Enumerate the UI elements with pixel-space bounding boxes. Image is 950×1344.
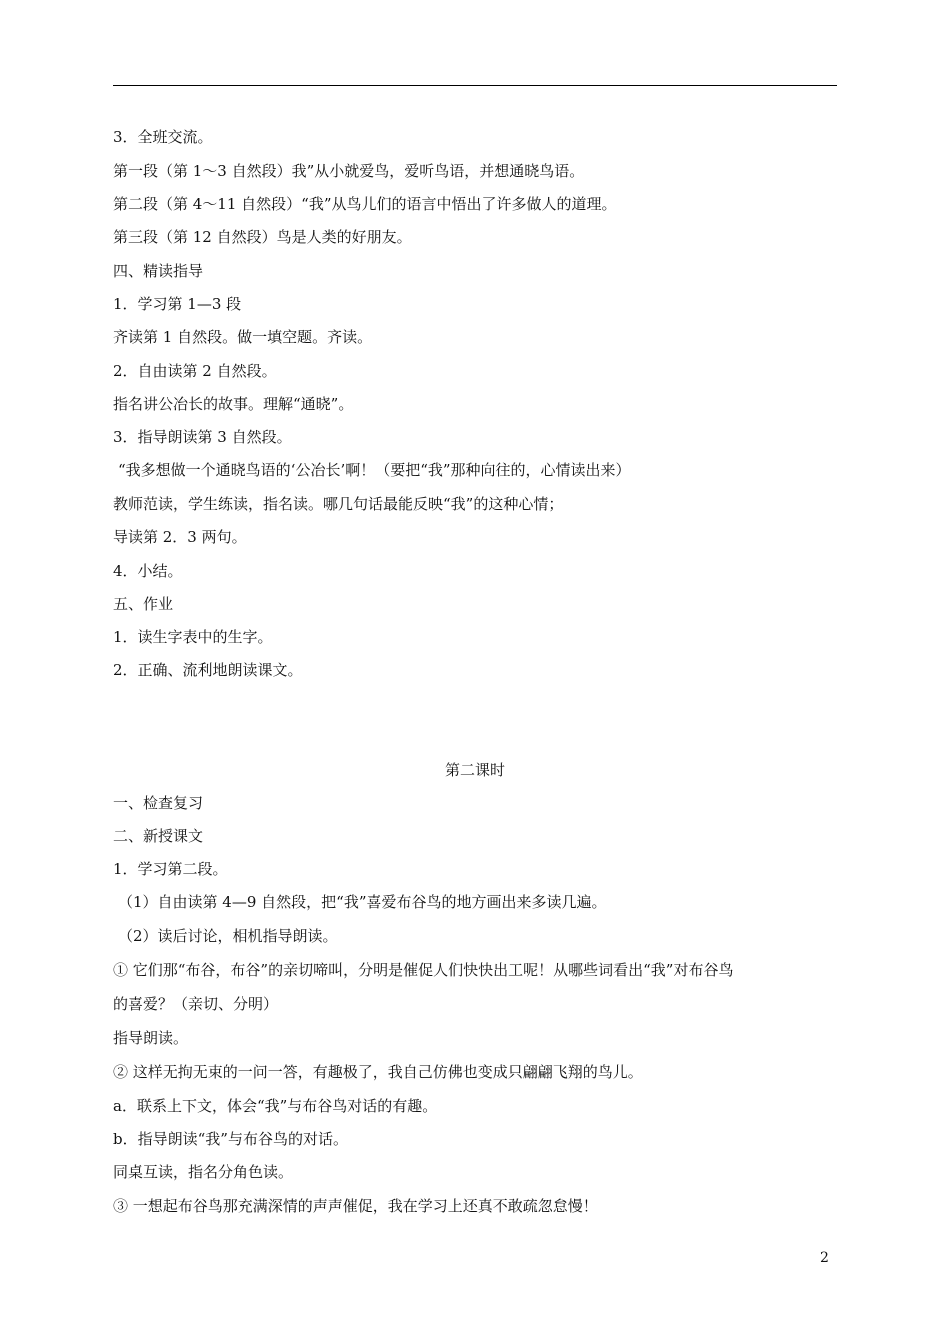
paragraph-line: 3．指导朗读第 3 自然段。 [113,428,292,446]
paragraph-line: “我多想做一个通晓鸟语的‘公冶长’啊！（要把“我”那种向往的，心情读出来） [118,461,631,479]
paragraph-line: 1．读生字表中的生字。 [113,628,273,646]
paragraph-line: 第一段（第 1～3 自然段）我”从小就爱鸟，爱听鸟语，并想通晓鸟语。 [113,162,585,180]
paragraph-line: 4．小结。 [113,562,183,580]
paragraph-line: 2．正确、流利地朗读课文。 [113,661,303,679]
paragraph-line: 1．学习第二段。 [113,860,228,878]
page-number: 2 [820,1250,829,1266]
paragraph-line: （1）自由读第 4—9 自然段，把“我”喜爱布谷鸟的地方画出来多读几遍。 [118,893,607,911]
paragraph-line: 导读第 2．3 两句。 [113,528,247,546]
paragraph-line: ② 这样无拘无束的一问一答，有趣极了，我自己仿佛也变成只翩翩飞翔的鸟儿。 [113,1063,643,1081]
paragraph-line: 1．学习第 1—3 段 [113,295,242,313]
header-rule [113,85,837,86]
paragraph-line: 第二段（第 4～11 自然段）“我”从鸟儿们的语言中悟出了许多做人的道理。 [113,195,617,213]
paragraph-line: ③ 一想起布谷鸟那充满深情的声声催促，我在学习上还真不敢疏忽怠慢！ [113,1197,598,1215]
paragraph-line: 同桌互读，指名分角色读。 [113,1163,294,1181]
paragraph-line: 齐读第 1 自然段。做一填空题。齐读。 [113,328,373,346]
section-heading: 四、精读指导 [113,262,204,280]
section-heading: 五、作业 [113,595,174,613]
paragraph-line: ① 它们那“布谷，布谷”的亲切啼叫，分明是催促人们快快出工呢！从哪些词看出“我”对布谷鸟 [113,961,734,979]
paragraph-line: 指名讲公冶长的故事。理解“通晓”。 [113,395,354,413]
paragraph-line: （2）读后讨论，相机指导朗读。 [118,927,338,945]
paragraph-line: 指导朗读。 [113,1029,189,1047]
section-title: 第二课时 [444,761,505,779]
paragraph-line: 教师范读，学生练读，指名读。哪几句话最能反映“我”的这种心情； [113,495,564,513]
paragraph-line: 第三段（第 12 自然段）鸟是人类的好朋友。 [113,228,412,246]
paragraph-line: 2．自由读第 2 自然段。 [113,362,277,380]
section-heading: 一、检查复习 [113,794,204,812]
paragraph-line: 3．全班交流。 [113,128,213,146]
paragraph-line: a．联系上下文，体会“我”与布谷鸟对话的有趣。 [113,1097,438,1115]
paragraph-line: b．指导朗读“我”与布谷鸟的对话。 [113,1130,348,1148]
paragraph-line: 的喜爱？（亲切、分明） [113,995,279,1013]
section-heading: 二、新授课文 [113,827,204,845]
